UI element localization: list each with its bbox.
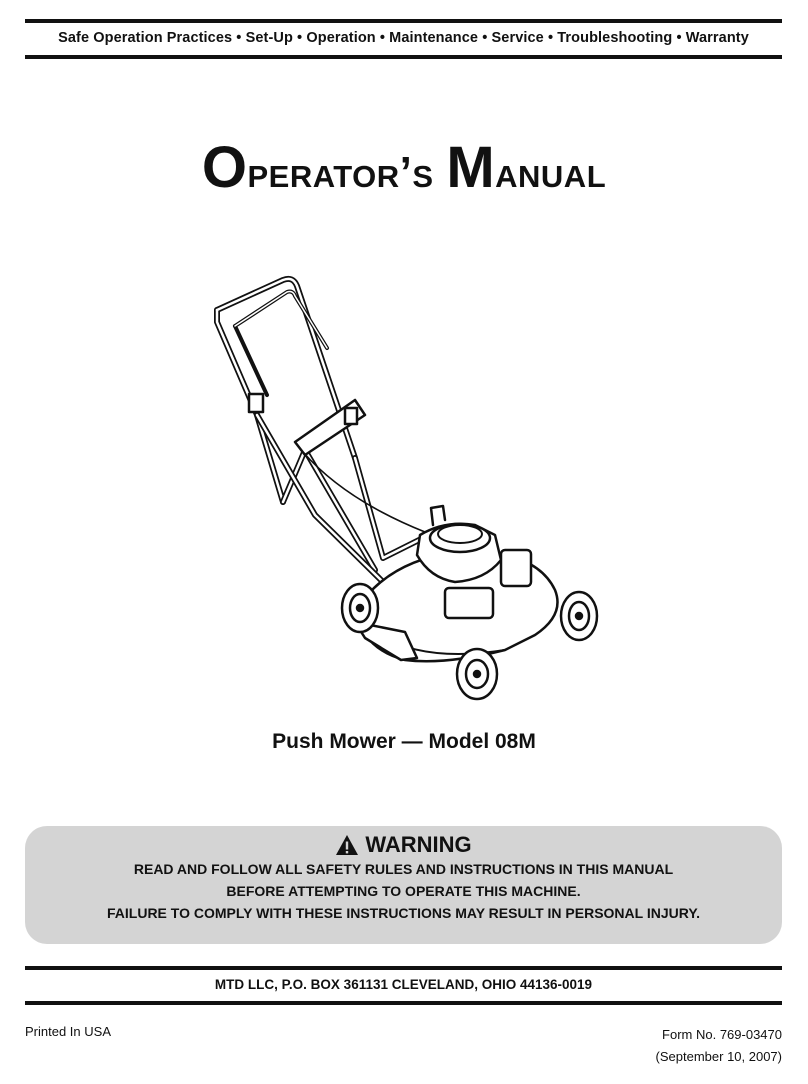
page-title xyxy=(0,135,808,203)
warning-heading-text: WARNING xyxy=(365,832,472,857)
company-address: MTD LLC, P.O. BOX 361131 CLEVELAND, OHIO 44136-0019 xyxy=(214,977,593,992)
title-initial-m: M xyxy=(446,135,496,200)
header-bottom-rule xyxy=(25,55,782,59)
form-date: (September 10, 2007) xyxy=(655,1049,782,1064)
warning-heading xyxy=(25,832,782,858)
warning-line-3: FAILURE TO COMPLY WITH THESE INSTRUCTIONS MAY RESULT IN PERSONAL INJURY. xyxy=(107,905,700,921)
warning-triangle-icon xyxy=(335,834,359,856)
warning-line-1: READ AND FOLLOW ALL SAFETY RULES AND INSTRUCTIONS IN THIS MANUAL xyxy=(133,861,674,877)
address-bottom-rule xyxy=(25,1001,782,1005)
address-top-rule xyxy=(25,966,782,970)
form-number: Form No. 769-03470 xyxy=(662,1027,782,1042)
title-possessive: ’s xyxy=(399,148,434,197)
printed-in: Printed In USA xyxy=(25,1024,111,1039)
warning-box xyxy=(25,826,782,944)
top-rule xyxy=(25,19,782,23)
title-word-operator: perator xyxy=(247,148,400,197)
title-initial-o: O xyxy=(201,135,248,200)
warning-line-2: BEFORE ATTEMPTING TO OPERATE THIS MACHINE. xyxy=(226,883,581,899)
form-info xyxy=(656,1024,782,1068)
title-word-manual: anual xyxy=(495,148,607,197)
push-mower-illustration xyxy=(205,270,605,710)
section-list: Safe Operation Practices • Set-Up • Operation • Maintenance • Service • Troubleshooting • Warranty xyxy=(58,30,749,46)
product-subtitle: Push Mower — Model 08M xyxy=(272,730,536,753)
